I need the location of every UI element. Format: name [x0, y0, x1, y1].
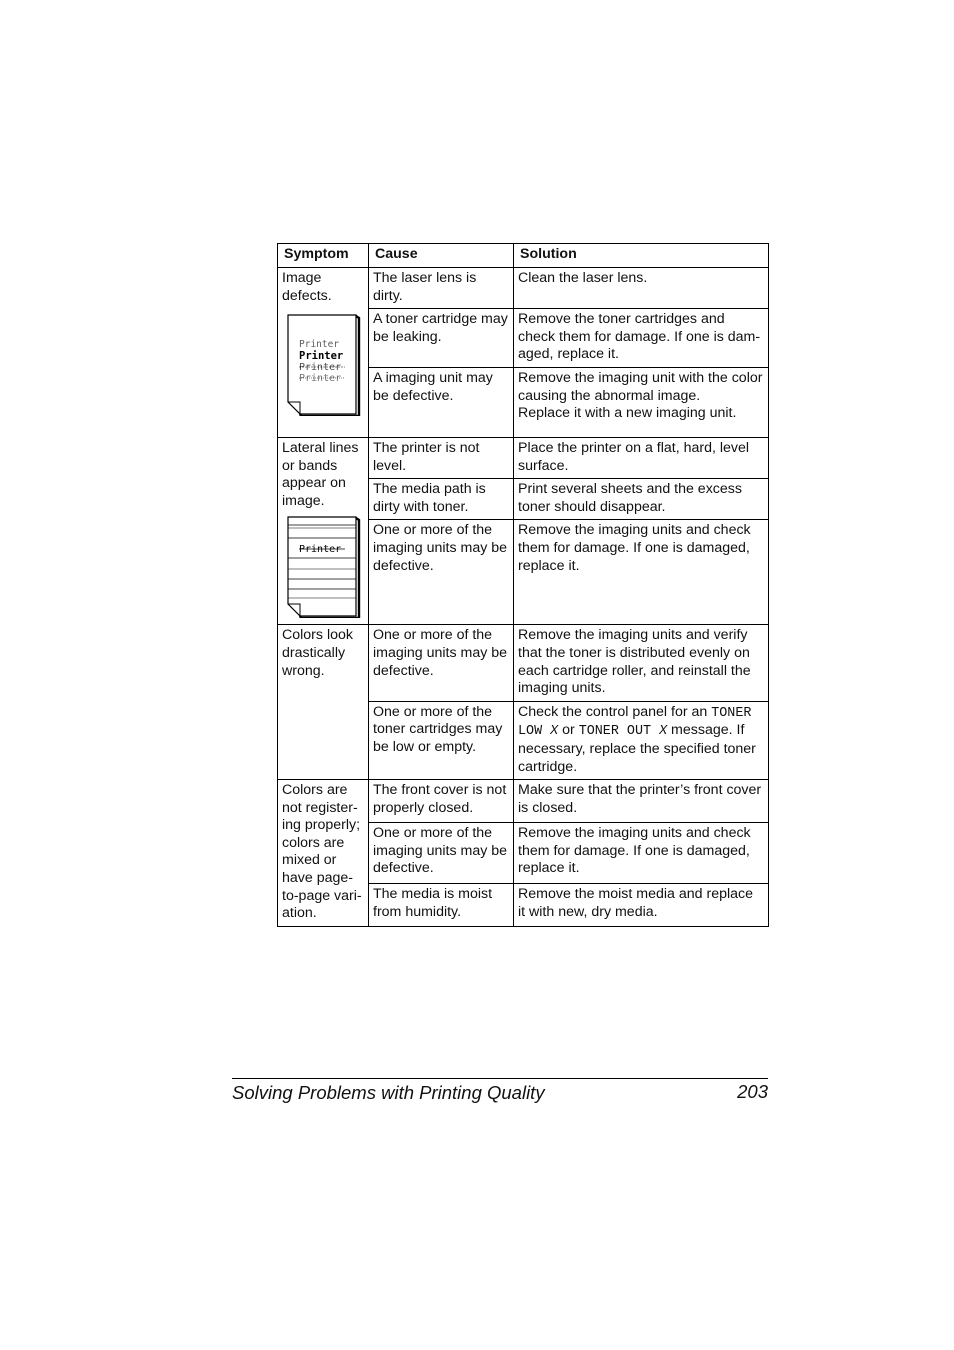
solution-cell: [514, 701, 769, 779]
cause-cell: The media is moist from humidity.: [369, 884, 514, 927]
footer-divider: [232, 1078, 768, 1079]
solution-line: Remove the imaging unit with the color causing the abnormal image.: [518, 369, 763, 404]
lateral-lines-illustration: [285, 514, 361, 618]
header-row: [278, 244, 769, 268]
cause-cell: A imaging unit may be defective.: [369, 367, 514, 437]
cause-cell: One or more of the imaging units may be defective.: [369, 822, 514, 883]
message-variable: X: [659, 724, 668, 740]
symptom-cell: [278, 268, 369, 438]
thumb-text-4: Printer: [299, 373, 342, 385]
solution-cell: Clean the laser lens.: [514, 268, 769, 309]
page-number: 203: [737, 1081, 768, 1102]
solution-cell: Remove the imaging units and verify that the toner is distributed evenly on each cartridge roller, and reinstall the imaging units.: [514, 625, 769, 701]
thumb-text: Printer: [299, 544, 342, 556]
table-row: [278, 437, 769, 478]
solution-cell: Remove the toner cartridges and check them for damage. If one is dam-aged, replace it.: [514, 309, 769, 368]
solution-line: Replace it with a new imaging unit.: [518, 405, 737, 422]
solution-cell: Remove the moist media and replace it with new, dry media.: [514, 884, 769, 927]
solution-cell: Remove the imaging units and check them for damage. If one is damaged, replace it.: [514, 520, 769, 625]
thumb-text-1: Printer: [299, 339, 340, 351]
header-solution: Solution: [514, 244, 769, 268]
solution-cell: Make sure that the printer’s front cover is closed.: [514, 780, 769, 823]
symptom-text: Lateral lines or bands appear on image.: [282, 439, 359, 509]
solution-cell: [514, 367, 769, 437]
cause-cell: The laser lens is dirty.: [369, 268, 514, 309]
symptom-text: Image defects.: [282, 270, 332, 304]
solution-cell: Remove the imaging units and check them for damage. If one is damaged, replace it.: [514, 822, 769, 883]
message-text: TONER OUT: [578, 724, 660, 740]
solution-cell: Place the printer on a flat, hard, level surface.: [514, 437, 769, 478]
solution-text: Check the control panel for an: [518, 703, 712, 720]
cause-cell: The printer is not level.: [369, 437, 514, 478]
table-row: [278, 268, 769, 309]
solution-cell: Print several sheets and the excess toner should disappear.: [514, 479, 769, 520]
message-variable: X: [550, 724, 559, 740]
header-symptom: Symptom: [278, 244, 369, 268]
symptom-cell: [278, 437, 369, 624]
footer-section-title: Solving Problems with Printing Quality: [232, 1082, 545, 1103]
header-cause: Cause: [369, 244, 514, 268]
cause-cell: One or more of the imaging units may be defective.: [369, 625, 514, 701]
solution-text: or: [558, 722, 579, 739]
thumb-text-2: Printer: [299, 350, 344, 363]
cause-cell: The front cover is not properly closed.: [369, 780, 514, 823]
solution-text: message. If necessary, replace the specified toner cartridge.: [518, 722, 756, 775]
thumb-text-3: Printer: [299, 362, 342, 374]
cause-cell: One or more of the imaging units may be defective.: [369, 520, 514, 625]
toner-out-message: [579, 724, 667, 739]
troubleshooting-table: [277, 243, 769, 927]
image-defects-illustration: [285, 312, 361, 416]
table-row: [278, 625, 769, 701]
cause-cell: The media path is dirty with toner.: [369, 479, 514, 520]
message-text: TONER LOW: [518, 705, 752, 740]
symptom-cell: Colors are not register-ing properly; colors are mixed or have page-to-page vari-ation.: [278, 780, 369, 927]
table-row: [278, 780, 769, 823]
cause-cell: One or more of the toner cartridges may be low or empty.: [369, 701, 514, 779]
cause-cell: A toner cartridge may be leaking.: [369, 309, 514, 368]
symptom-cell: Colors look drastically wrong.: [278, 625, 369, 780]
